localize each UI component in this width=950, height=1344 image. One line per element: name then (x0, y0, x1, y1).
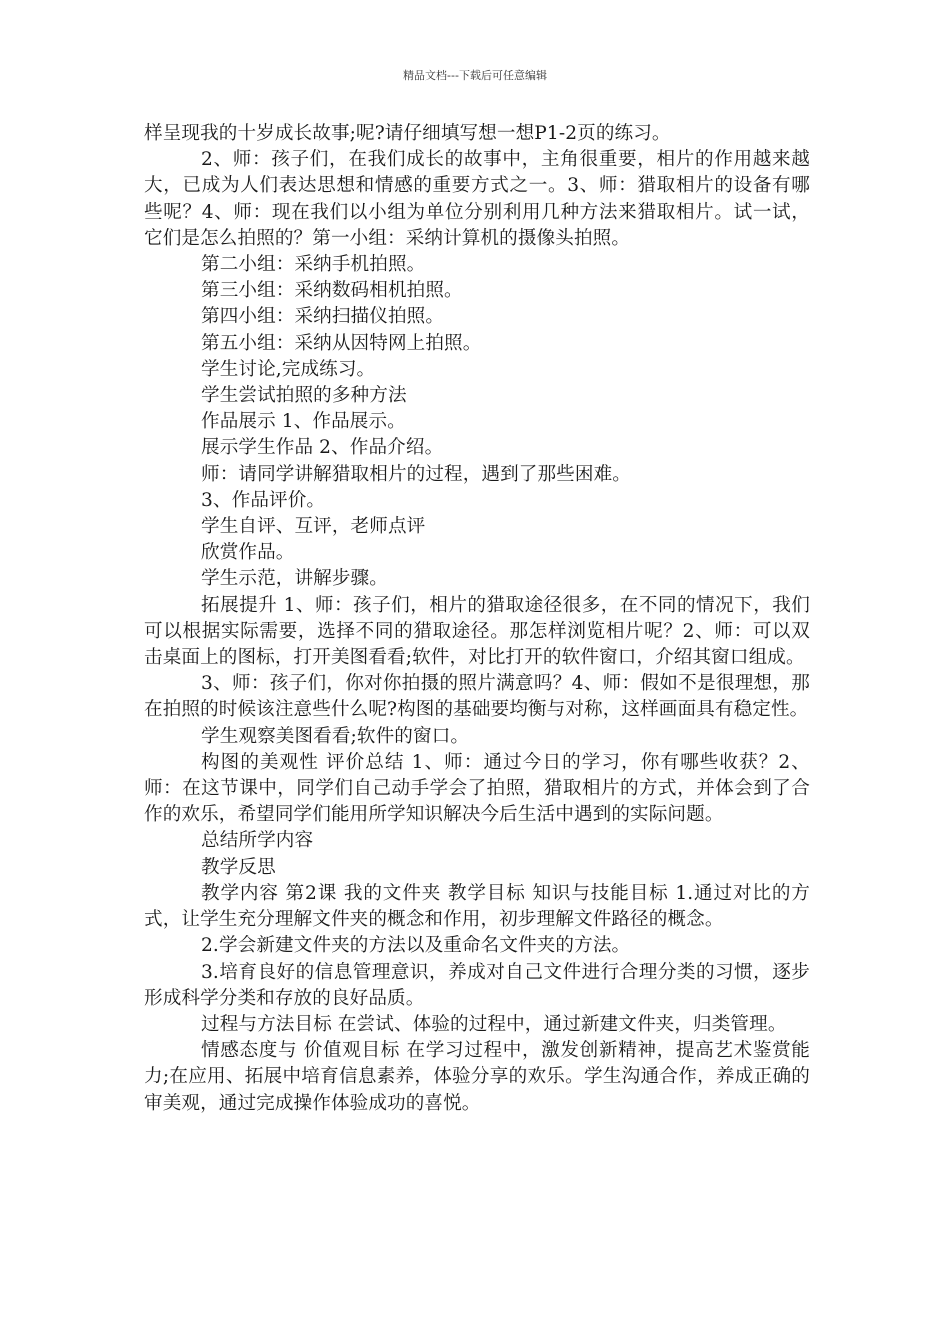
paragraph: 展示学生作品 2、作品介绍。 (201, 437, 444, 459)
paragraph: 情感态度与 价值观目标 在学习过程中，激发创新精神，提高艺术鉴赏能力;在应用、拓展中培育信息素养，体验分享的欢乐。学生沟通合作，养成正确的审美观，通过完成操作体验成功的喜悦。 (144, 1040, 810, 1114)
paragraph: 3.培育良好的信息管理意识，养成对自己文件进行合理分类的习惯，逐步形成科学分类和存放的良好品质。 (144, 961, 810, 1009)
paragraph: 3、作品评价。 (201, 489, 326, 511)
paragraph: 拓展提升 1、师：孩子们，相片的猎取途径很多，在不同的情况下，我们可以根据实际需要，选择不同的猎取途径。那怎样浏览相片呢？2、师：可以双击桌面上的图标，打开美图看看;软件，对比打开的软件窗口，介绍其窗口组成。 (144, 594, 810, 669)
paragraph: 第二小组：采纳手机拍照。 (201, 254, 426, 276)
paragraph: 2.学会新建文件夹的方法以及重命名文件夹的方法。 (201, 935, 631, 957)
paragraph: 师：请同学讲解猎取相片的过程，遇到了那些困难。 (201, 463, 631, 485)
paragraph: 第四小组：采纳扫描仪拍照。 (201, 306, 445, 328)
paragraph: 学生自评、互评，老师点评 (201, 516, 426, 538)
paragraph: 教学内容 第2课 我的文件夹 教学目标 知识与技能目标 1.通过对比的方式，让学生充分理解文件夹的概念和作用，初步理解文件路径的概念。 (144, 882, 810, 931)
paragraph: 第三小组：采纳数码相机拍照。 (201, 280, 463, 302)
paragraph: 学生尝试拍照的多种方法 (201, 385, 407, 407)
paragraph: 3、师：孩子们，你对你拍摄的照片满意吗？4、师：假如不是很理想，那在拍照的时候该注意些什么呢?构图的基础要均衡与对称，这样画面具有稳定性。 (144, 673, 810, 721)
paragraph: 作品展示 1、作品展示。 (201, 411, 406, 433)
paragraph: 欣赏作品。 (201, 542, 295, 564)
paragraph: 样呈现我的十岁成长故事;呢?请仔细填写想一想P1-2页的练习。 (144, 123, 671, 144)
paragraph: 学生讨论,完成练习。 (201, 358, 376, 380)
paragraph: 2、师：孩子们，在我们成长的故事中，主角很重要，相片的作用越来越大，已成为人们表达思想和情感的重要方式之一。3、师：猎取相片的设备有哪些呢？4、师：现在我们以小组为单位分别利用几种方法来猎取相片。试一试，它们是怎么拍照的？第一小组：采纳计算机的摄像头拍照。 (144, 149, 810, 249)
paragraph: 总结所学内容 (201, 830, 314, 852)
page-header: 精品文档---下载后可任意编辑 (403, 69, 547, 82)
document-body (144, 121, 810, 1117)
paragraph: 过程与方法目标 在尝试、体验的过程中，通过新建文件夹，归类管理。 (201, 1013, 787, 1035)
paragraph: 教学反思 (201, 856, 276, 878)
paragraph: 构图的美观性 评价总结 1、师：通过今日的学习，你有哪些收获？2、师：在这节课中，同学们自己动手学会了拍照，猎取相片的方式，并体会到了合作的欢乐，希望同学们能用所学知识解决今后生活中遇到的实际问题。 (144, 751, 810, 826)
paragraph: 第五小组：采纳从因特网上拍照。 (201, 332, 482, 354)
paragraph: 学生观察美图看看;软件的窗口。 (201, 725, 470, 747)
paragraph: 学生示范，讲解步骤。 (201, 568, 388, 590)
